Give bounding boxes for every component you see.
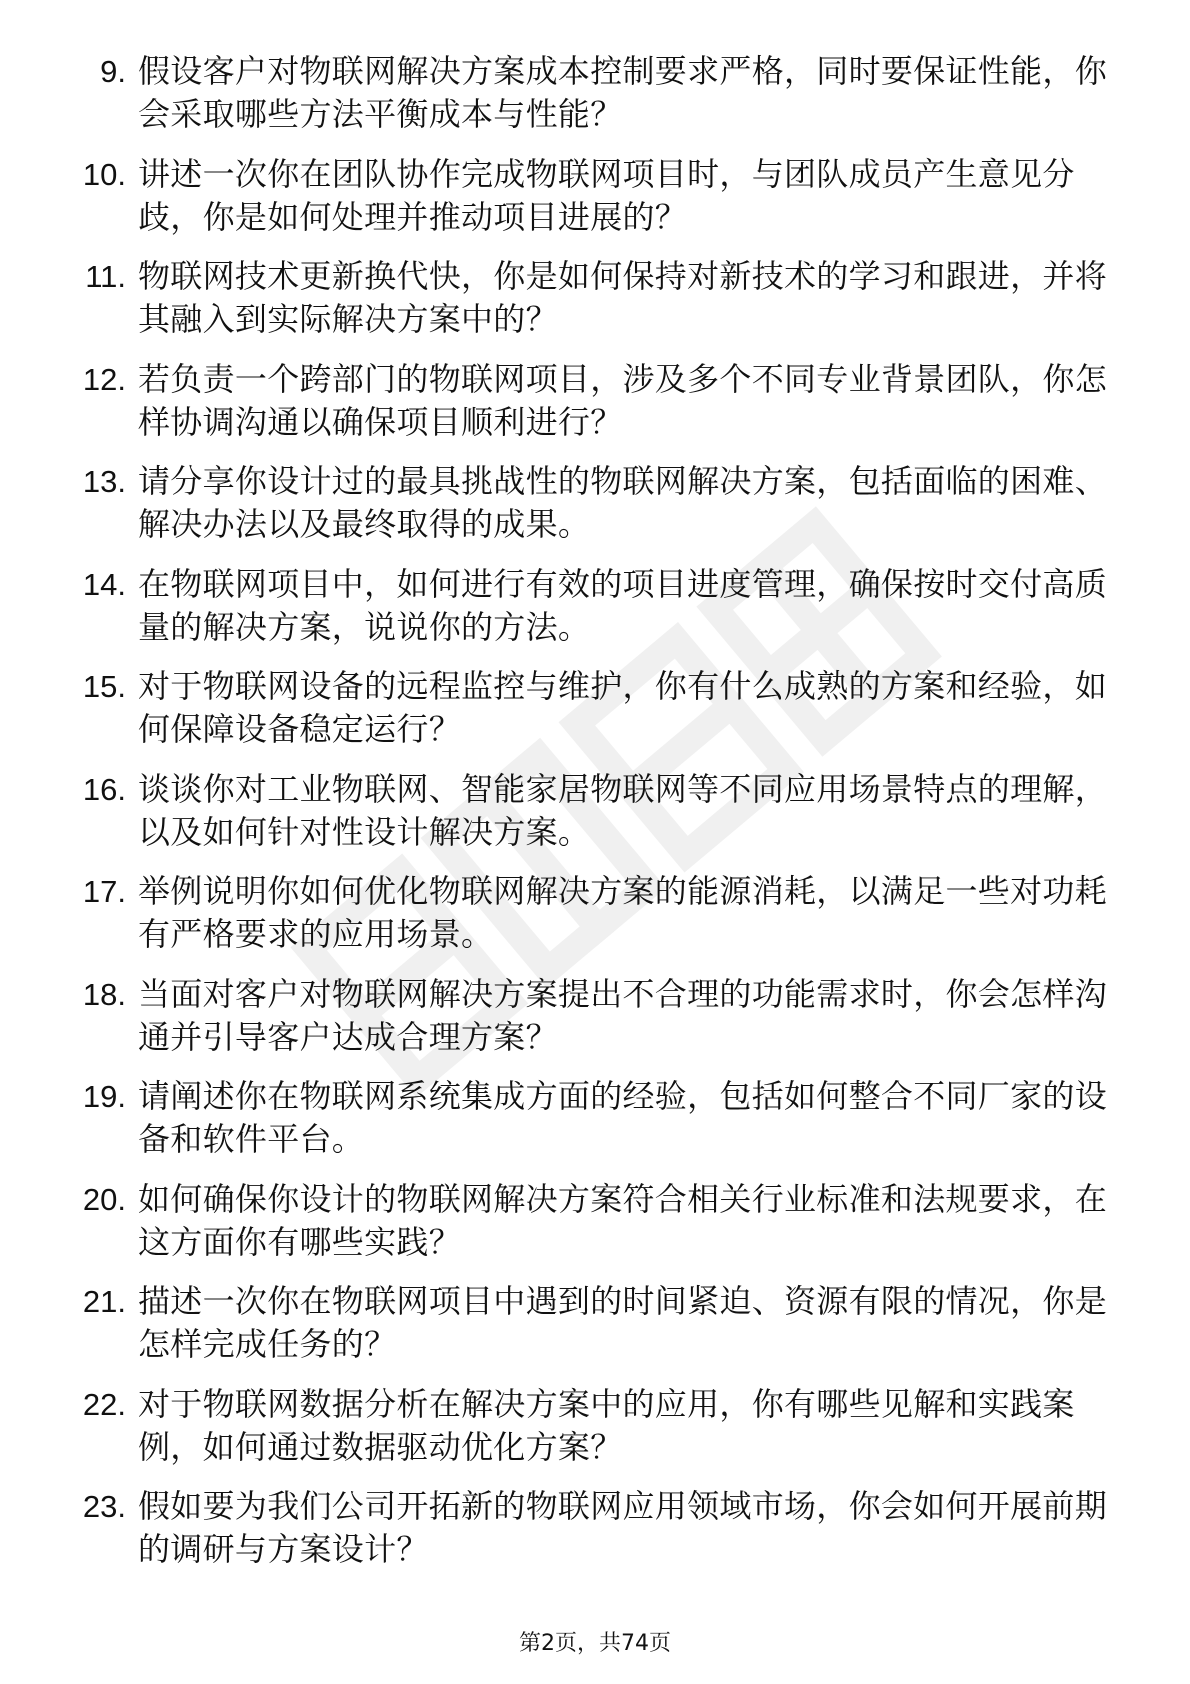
question-number: 10. (82, 156, 126, 192)
question-item (66, 563, 1116, 666)
question-number: 22. (82, 1386, 126, 1422)
question-text: 当面对客户对物联网解决方案提出不合理的功能需求时，你会怎样沟通并引导客户达成合理方案？ (138, 974, 1108, 1056)
question-text: 描述一次你在物联网项目中遇到的时间紧迫、资源有限的情况，你是怎样完成任务的？ (138, 1282, 1108, 1363)
question-text: 假如要为我们公司开拓新的物联网应用领域市场，你会如何开展前期的调研与方案设计？ (138, 1487, 1108, 1568)
question-item (66, 1075, 1116, 1178)
question-text: 对于物联网数据分析在解决方案中的应用，你有哪些见解和实践案例，如何通过数据驱动优化方案？ (138, 1384, 1075, 1466)
question-item (66, 1280, 1116, 1383)
question-number: 23. (82, 1489, 126, 1524)
question-text: 如何确保你设计的物联网解决方案符合相关行业标准和法规要求，在这方面你有哪些实践？ (138, 1179, 1108, 1261)
question-number: 17. (82, 874, 126, 909)
question-item (66, 1178, 1116, 1281)
question-number: 21. (82, 1284, 126, 1319)
question-item (66, 665, 1116, 768)
question-number: 14. (82, 566, 126, 602)
question-text: 若负责一个跨部门的物联网项目，涉及多个不同专业背景团队，你怎样协调沟通以确保项目顺利进行？ (138, 359, 1108, 441)
question-text: 请阐述你在物联网系统集成方面的经验，包括如何整合不同厂家的设备和软件平台。 (138, 1077, 1108, 1158)
question-number: 16. (82, 771, 126, 807)
question-number: 12. (82, 361, 126, 397)
question-number: 19. (82, 1079, 126, 1114)
question-item (66, 460, 1116, 563)
question-text: 对于物联网设备的远程监控与维护，你有什么成熟的方案和经验，如何保障设备稳定运行？ (138, 667, 1108, 748)
question-text: 举例说明你如何优化物联网解决方案的能源消耗，以满足一些对功耗有严格要求的应用场景。 (138, 872, 1108, 953)
question-item (66, 255, 1116, 358)
question-item (66, 768, 1116, 871)
question-text: 物联网技术更新换代快，你是如何保持对新技术的学习和跟进，并将其融入到实际解决方案中的？ (138, 257, 1108, 338)
page-footer: 第2页，共74页 (519, 1631, 671, 1656)
question-item (66, 50, 1116, 153)
question-item (66, 973, 1116, 1076)
question-item (66, 1485, 1116, 1588)
question-number: 18. (82, 976, 126, 1012)
question-number: 11. (85, 259, 126, 294)
question-text: 在物联网项目中，如何进行有效的项目进度管理，确保按时交付高质量的解决方案，说说你的方法。 (138, 564, 1108, 646)
question-item (66, 870, 1116, 973)
question-number: 20. (82, 1181, 126, 1217)
question-text: 请分享你设计过的最具挑战性的物联网解决方案，包括面临的困难、解决办法以及最终取得的成果。 (138, 462, 1108, 543)
question-number: 15. (82, 669, 126, 704)
question-number: 13. (82, 464, 126, 499)
question-text: 假设客户对物联网解决方案成本控制要求严格，同时要保证性能，你会采取哪些方法平衡成本与性能？ (138, 52, 1108, 133)
question-item (66, 1383, 1116, 1486)
question-item (66, 153, 1116, 256)
question-text: 谈谈你对工业物联网、智能家居物联网等不同应用场景特点的理解，以及如何针对性设计解决方案。 (138, 769, 1108, 851)
question-list (66, 50, 1116, 1588)
question-item (66, 358, 1116, 461)
question-number: 9. (100, 54, 126, 89)
question-text: 讲述一次你在团队协作完成物联网项目时，与团队成员产生意见分歧，你是如何处理并推动项目进展的？ (138, 154, 1075, 236)
